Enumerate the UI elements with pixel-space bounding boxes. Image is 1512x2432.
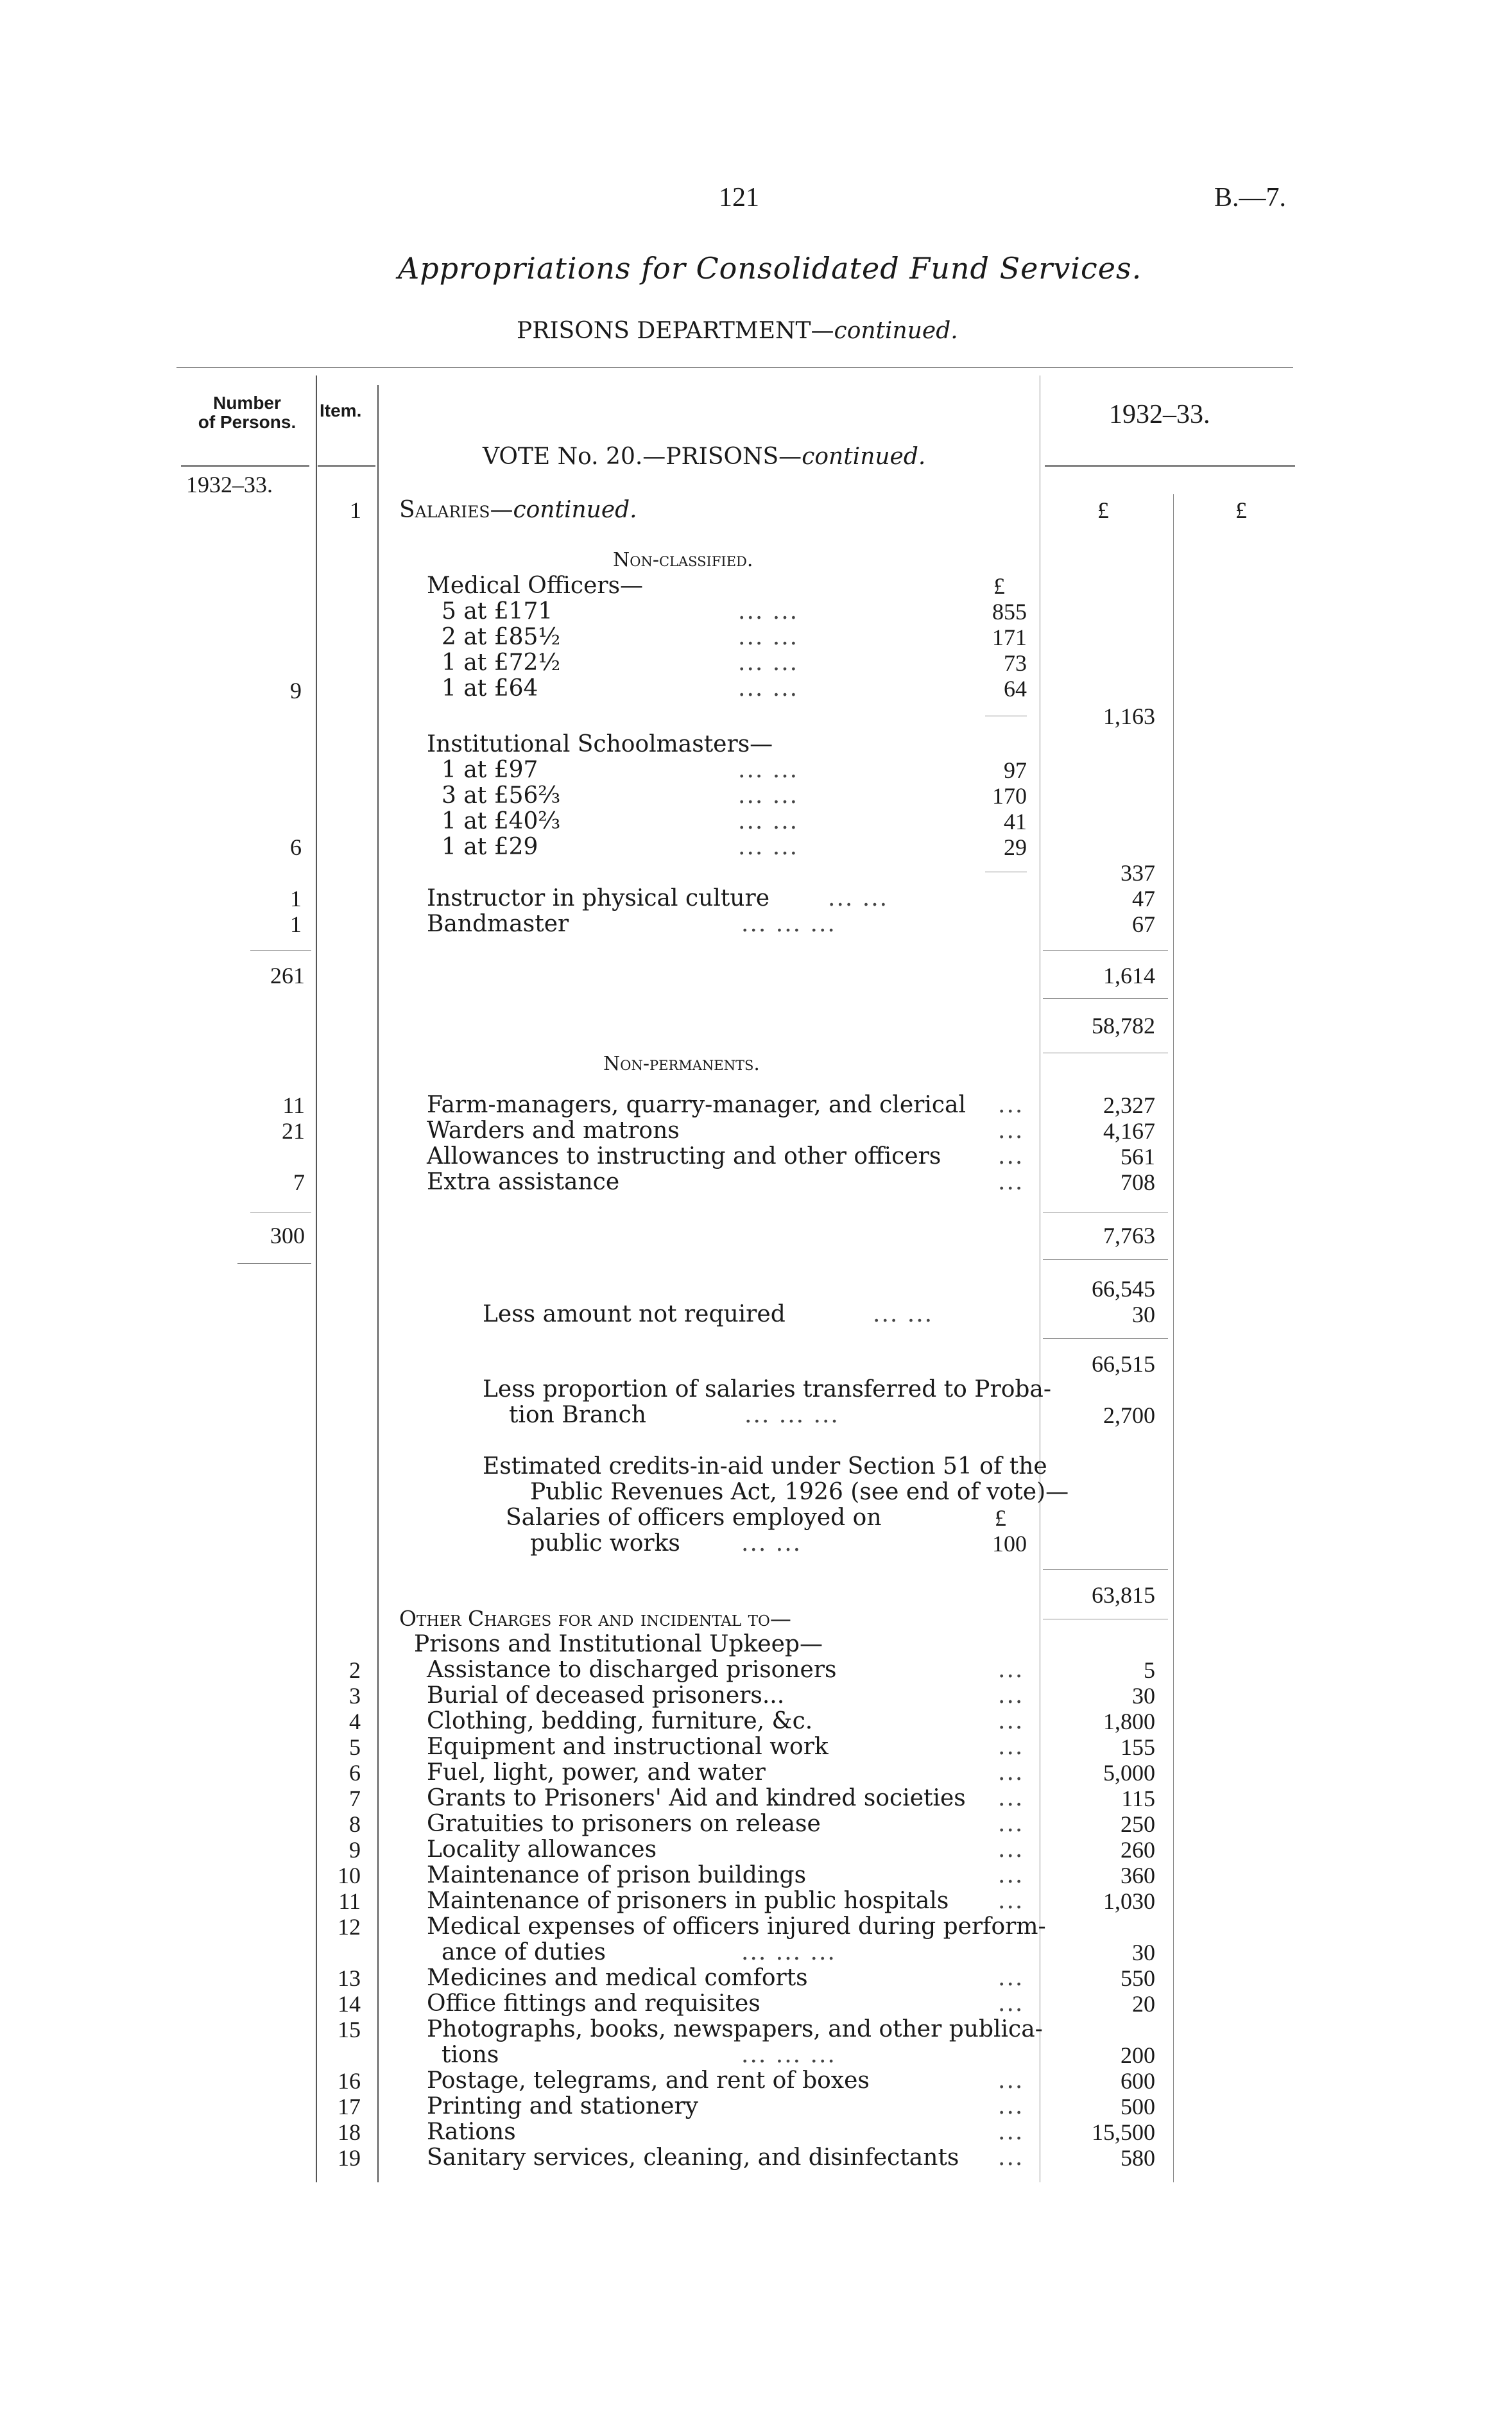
charge-label: Fuel, light, power, and water <box>427 1759 766 1786</box>
nonperm-leader-dots: ... <box>998 1117 1024 1144</box>
persons-end-rule <box>237 1263 311 1264</box>
medical-pound-sign: £ <box>993 573 1005 599</box>
schoolmaster-rate-amount: 170 <box>992 783 1027 809</box>
credits-line-3: Salaries of officers employed on <box>506 1505 882 1531</box>
medical-leader-dots: ... ... <box>738 624 799 650</box>
other-charges-heading: Other Charges for and incidental to— <box>399 1606 791 1631</box>
charge-leader-dots: ... <box>998 1682 1024 1709</box>
charge-amount: 115 <box>1121 1786 1155 1811</box>
persons-column-header: Number of Persons. <box>198 393 296 432</box>
charge-label: Office fittings and requisites <box>427 1990 760 2017</box>
charge-amount: 360 <box>1121 1863 1155 1888</box>
medical-rate-label: 1 at £72½ <box>442 650 561 676</box>
nonperm-label: Extra assistance <box>427 1169 620 1195</box>
nonperm-persons-count: 7 <box>293 1169 305 1195</box>
charge-leader-dots: ... <box>998 1811 1024 1837</box>
charge-item-number: 15 <box>338 2017 361 2042</box>
after-less-rule <box>1043 1338 1168 1339</box>
charge-label: Equipment and instructional work <box>427 1734 829 1760</box>
charge-item-number: 17 <box>338 2094 361 2119</box>
year-header-rule <box>1045 465 1295 467</box>
bandmaster-persons-count: 1 <box>290 911 302 937</box>
charge-label-continuation: tions <box>442 2042 499 2068</box>
page-title: Appropriations for Consolidated Fund Services. <box>398 251 1142 286</box>
charge-label: Printing and stationery <box>427 2093 699 2119</box>
charge-label-continuation: ance of duties <box>442 1939 606 1965</box>
document-reference: B.—7. <box>1214 183 1287 212</box>
less-not-required-label: Less amount not required <box>483 1301 786 1327</box>
medical-persons-count: 9 <box>290 678 302 703</box>
table-top-rule <box>176 367 1293 368</box>
salaries-total-rule <box>1043 998 1168 999</box>
charge-label: Locality allowances <box>427 1836 657 1863</box>
schoolmaster-rate-label: 1 at £29 <box>442 834 538 860</box>
charge-item-number: 7 <box>349 1786 361 1811</box>
charge-amount: 550 <box>1121 1965 1155 1991</box>
subtotal-amount: 66,545 <box>1092 1276 1155 1302</box>
schoolmaster-leader-dots: ... ... <box>738 782 799 809</box>
charge-amount: 5 <box>1144 1657 1155 1683</box>
charge-item-number: 8 <box>349 1811 361 1837</box>
charge-item-number: 16 <box>338 2068 361 2094</box>
charge-label: Grants to Prisoners' Aid and kindred societies <box>427 1785 966 1811</box>
schoolmasters-header: Institutional Schoolmasters— <box>427 731 773 757</box>
charge-item-number: 19 <box>338 2145 361 2171</box>
nonperm-amount: 4,167 <box>1103 1118 1155 1144</box>
schoolmaster-rate-amount: 41 <box>1004 809 1027 834</box>
charge-label: Burial of deceased prisoners... <box>427 1682 785 1709</box>
charge-item-number: 11 <box>338 1888 361 1914</box>
schoolmaster-rate-label: 3 at £56⅔ <box>442 782 561 809</box>
credits-amount: 100 <box>992 1531 1027 1557</box>
schoolmasters-persons-count: 6 <box>290 834 302 860</box>
item-header-rule <box>318 465 375 467</box>
salaries-total: 58,782 <box>1092 1013 1155 1039</box>
probation-leader-dots: ... ... ... <box>744 1402 839 1428</box>
schoolmasters-total: 337 <box>1121 860 1155 886</box>
pound-sign-column-1: £ <box>1097 497 1109 523</box>
charge-leader-dots: ... <box>998 1836 1024 1863</box>
charge-amount: 600 <box>1121 2068 1155 2094</box>
charge-amount: 580 <box>1121 2145 1155 2171</box>
schoolmaster-rate-amount: 97 <box>1004 757 1027 783</box>
charge-leader-dots: ... <box>998 1657 1024 1683</box>
charge-leader-dots: ... <box>998 2144 1024 2171</box>
probation-amount: 2,700 <box>1103 1402 1155 1428</box>
vote-title: VOTE No. 20.—PRISONS—continued. <box>483 444 926 470</box>
nc-persons-rule <box>250 950 311 951</box>
schoolmaster-rate-amount: 29 <box>1004 834 1027 860</box>
schoolmaster-leader-dots: ... ... <box>738 834 799 860</box>
charge-amount: 500 <box>1121 2094 1155 2119</box>
charge-label: Sanitary services, cleaning, and disinfectants <box>427 2144 959 2171</box>
charge-label: Maintenance of prisoners in public hospitals <box>427 1888 949 1914</box>
charge-leader-dots: ... <box>998 1785 1024 1811</box>
bandmaster-leader-dots: ... ... ... <box>741 911 836 937</box>
charge-label: Assistance to discharged prisoners <box>427 1657 837 1683</box>
charge-leader-dots: ... <box>998 1759 1024 1786</box>
after-less-amount: 66,515 <box>1092 1351 1155 1377</box>
instructor-persons-count: 1 <box>290 886 302 911</box>
charge-amount: 20 <box>1132 1991 1155 2017</box>
pound-sign-column-2: £ <box>1235 497 1247 523</box>
nonperm-amount: 561 <box>1121 1144 1155 1169</box>
probation-line-1: Less proportion of salaries transferred to Proba- <box>483 1376 1052 1402</box>
other-charges-subheading: Prisons and Institutional Upkeep— <box>414 1631 823 1657</box>
charge-item-number: 5 <box>349 1734 361 1760</box>
credits-line-4: public works <box>530 1530 680 1557</box>
charge-leader-dots: ... <box>998 1734 1024 1760</box>
charge-label: Maintenance of prison buildings <box>427 1862 807 1888</box>
department-heading: PRISONS DEPARTMENT—continued. <box>517 318 958 344</box>
salaries-item-number: 1 <box>350 497 361 523</box>
charge-item-number: 4 <box>349 1709 361 1734</box>
medical-rate-amount: 64 <box>1004 676 1027 702</box>
charge-item-number: 14 <box>338 1991 361 2017</box>
charge-amount: 1,030 <box>1103 1888 1155 1914</box>
less-not-required-amount: 30 <box>1132 1302 1155 1327</box>
charge-leader-dots: ... <box>998 2093 1024 2119</box>
charge-leader-dots: ... <box>998 2119 1024 2145</box>
instructor-label: Instructor in physical culture <box>427 885 770 911</box>
nonperm-persons-count: 11 <box>282 1092 305 1118</box>
persons-column-rule <box>316 375 317 2182</box>
charge-item-number: 18 <box>338 2119 361 2145</box>
nonperm-leader-dots: ... <box>998 1169 1024 1195</box>
charge-label: Medicines and medical comforts <box>427 1965 808 1991</box>
schoolmaster-leader-dots: ... ... <box>738 808 799 834</box>
item-column-rule <box>377 385 379 2182</box>
amount-column-mid-rule <box>1173 494 1174 2182</box>
non-permanents-heading: Non-permanents. <box>603 1053 760 1075</box>
nonperm-label: Farm-managers, quarry-manager, and clerical <box>427 1092 966 1118</box>
charge-amount: 30 <box>1132 1683 1155 1709</box>
medical-rate-label: 5 at £171 <box>442 598 553 625</box>
charge-label: Rations <box>427 2119 516 2145</box>
charge-leader-dots: ... <box>998 1888 1024 1914</box>
medical-leader-dots: ... ... <box>738 650 799 676</box>
medical-rate-amount: 73 <box>1004 650 1027 676</box>
nonperm-label: Warders and matrons <box>427 1117 680 1144</box>
charge-amount: 250 <box>1121 1811 1155 1837</box>
persons-header-rule <box>181 465 309 467</box>
nonperm-amount: 2,327 <box>1103 1092 1155 1118</box>
less-not-required-dots: ... ... <box>873 1301 934 1327</box>
charge-leader-dots: ... ... ... <box>741 2042 836 2068</box>
medical-leader-dots: ... ... <box>738 598 799 625</box>
charge-label: Gratuities to prisoners on release <box>427 1811 821 1837</box>
instructor-amount: 47 <box>1132 886 1155 911</box>
item-column-header: Item. <box>320 401 362 420</box>
charge-amount: 260 <box>1121 1837 1155 1863</box>
medical-total: 1,163 <box>1103 703 1155 729</box>
bandmaster-label: Bandmaster <box>427 911 569 937</box>
bandmaster-amount: 67 <box>1132 911 1155 937</box>
schoolmaster-leader-dots: ... ... <box>738 757 799 783</box>
nonperm-label: Allowances to instructing and other officers <box>427 1143 941 1169</box>
charge-amount: 5,000 <box>1103 1760 1155 1786</box>
schoolmaster-rate-label: 1 at £97 <box>442 757 538 783</box>
net-total-rule <box>1043 1569 1168 1570</box>
charge-label: Photographs, books, newspapers, and other publica- <box>427 2016 1043 2042</box>
net-total: 63,815 <box>1092 1582 1155 1608</box>
non-classified-heading: Non-classified. <box>613 549 753 571</box>
charge-item-number: 6 <box>349 1760 361 1786</box>
nonperm-amount: 708 <box>1121 1169 1155 1195</box>
nonperm-amount-total: 7,763 <box>1103 1223 1155 1248</box>
medical-leader-dots: ... ... <box>738 675 799 702</box>
nonperm-persons-total: 300 <box>270 1223 305 1248</box>
credits-line-1: Estimated credits-in-aid under Section 51 of the <box>483 1453 1047 1479</box>
charge-label: Clothing, bedding, furniture, &c. <box>427 1708 813 1734</box>
charge-item-number: 2 <box>349 1657 361 1683</box>
nonperm-persons-count: 21 <box>282 1118 305 1144</box>
medical-rate-label: 2 at £85½ <box>442 624 561 650</box>
charge-amount: 30 <box>1132 1940 1155 1965</box>
charge-amount: 155 <box>1121 1734 1155 1760</box>
charge-leader-dots: ... <box>998 1862 1024 1888</box>
credits-leader-dots: ... ... <box>741 1530 802 1557</box>
charge-item-number: 9 <box>349 1837 361 1863</box>
medical-officers-header: Medical Officers— <box>427 573 644 599</box>
charge-leader-dots: ... ... ... <box>741 1939 836 1965</box>
nonperm-leader-dots: ... <box>998 1092 1024 1118</box>
salaries-heading: Salaries—continued. <box>399 497 637 523</box>
probation-line-2: tion Branch <box>509 1402 646 1428</box>
charge-leader-dots: ... <box>998 1708 1024 1734</box>
page-number: 121 <box>719 183 759 212</box>
charge-item-number: 13 <box>338 1965 361 1991</box>
charge-item-number: 10 <box>338 1863 361 1888</box>
charge-amount: 15,500 <box>1092 2119 1155 2145</box>
credits-line-2: Public Revenues Act, 1926 (see end of vote)— <box>530 1479 1069 1505</box>
schoolmaster-rate-label: 1 at £40⅔ <box>442 808 561 834</box>
credits-pound-sign: £ <box>995 1505 1006 1531</box>
nonperm-total-bottom-rule <box>1043 1259 1168 1260</box>
charge-leader-dots: ... <box>998 1990 1024 2017</box>
charge-label: Medical expenses of officers injured during perform- <box>427 1913 1046 1940</box>
charge-amount: 200 <box>1121 2042 1155 2068</box>
medical-rate-label: 1 at £64 <box>442 675 538 702</box>
instructor-leader-dots: ... ... <box>828 885 889 911</box>
medical-rate-amount: 171 <box>992 625 1027 650</box>
medical-rate-amount: 855 <box>992 599 1027 625</box>
charge-amount: 1,800 <box>1103 1709 1155 1734</box>
charge-item-number: 12 <box>338 1914 361 1940</box>
charge-item-number: 3 <box>349 1683 361 1709</box>
nc-amount-total: 1,614 <box>1103 963 1155 988</box>
nc-persons-total: 261 <box>270 963 305 988</box>
charge-leader-dots: ... <box>998 2067 1024 2094</box>
nc-amount-rule <box>1043 950 1168 951</box>
persons-year-label: 1932–33. <box>186 472 273 497</box>
charge-label: Postage, telegrams, and rent of boxes <box>427 2067 870 2094</box>
charge-leader-dots: ... <box>998 1965 1024 1991</box>
year-column-header: 1932–33. <box>1109 400 1210 429</box>
nonperm-leader-dots: ... <box>998 1143 1024 1169</box>
